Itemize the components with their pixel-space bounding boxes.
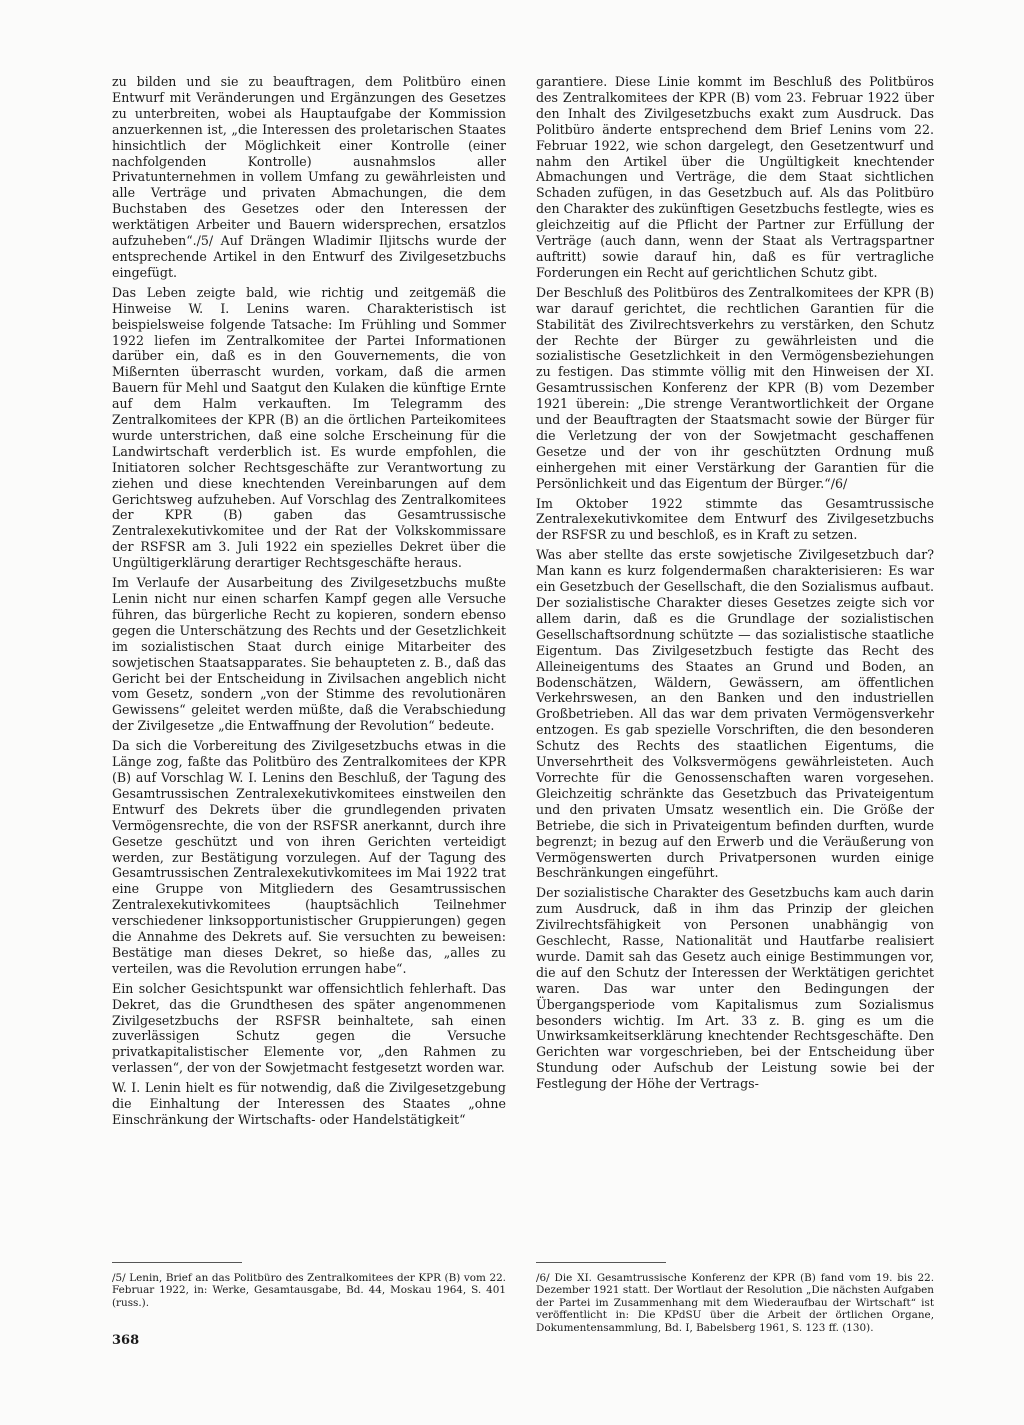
- footnote-divider: [112, 1262, 242, 1263]
- page-number: 368: [112, 1333, 140, 1348]
- paragraph: Was aber stellte das erste sowjetische Zivilgesetzbuch dar? Man kann es kurz folgendermaßen charakterisieren: Es war ein Gesetzbuch der Gesellschaft, die den Sozialismus aufbaut. Der sozialistische Charakter dieses Gesetzes zeigte sich vor allem darin, daß es die Grundlage der sozialistischen Gesellschaftsordnung schützte — das sozialistische staatliche Eigentum. Das Zivilgesetzbuch festigte das Recht des Alleineigentums des Staates an Grund und Boden, an Bodenschätzen, Wäldern, Gewässern, am öffentlichen Verkehrswesen, an den Banken und den industriellen Großbetrieben. All das war dem privaten Vermögensverkehr entzogen. Es gab spezielle Vorschriften, die den besonderen Schutz des Rechts des staatlichen Eigentums, die Unversehrtheit des Volksvermögens gewährleisteten. Auch Vorrechte für die Genossenschaften waren vorgesehen. Gleichzeitig schränkte das Gesetzbuch das Privateigentum und den privaten Umsatz wesentlich ein. Die Größe der Betriebe, die sich in Privateigentum befinden durften, wurde begrenzt; in bezug auf den Erwerb und die Veräußerung von Vermögenswerten durch Privatpersonen wurden einige Beschränkungen eingeführt.: [536, 547, 934, 881]
- footnotes-right: [536, 1272, 934, 1337]
- paragraph: W. I. Lenin hielt es für notwendig, daß die Zivilgesetzgebung die Einhaltung der Interessen des Staates „ohne Einschränkung der Wirtschafts- oder Handelstätigkeit“: [112, 1080, 506, 1127]
- paragraph: Der sozialistische Charakter des Gesetzbuchs kam auch darin zum Ausdruck, daß in ihm das Prinzip der gleichen Zivilrechtsfähigkeit von Personen unabhängig von Geschlecht, Rasse, Nationalität und Hautfarbe realisiert wurde. Damit sah das Gesetz auch einige Bestimmungen vor, die auf den Schutz der Interessen der Werktätigen gerichtet waren. Das war unter den Bedingungen der Übergangsperiode vom Kapitalismus zum Sozialismus besonders wichtig. Im Art. 33 z. B. ging es um die Unwirksamkeitserklärung knechtender Rechtsgeschäfte. Den Gerichten war vorgeschrieben, bei der Entscheidung über Stundung oder Aufschub der Leistung sowie bei der Festlegung der Höhe der Vertrags-: [536, 885, 934, 1092]
- paragraph: Ein solcher Gesichtspunkt war offensichtlich fehlerhaft. Das Dekret, das die Grundthesen des später angenommenen Zivilgesetzbuchs der RSFSR beinhaltete, sah einen zuverlässigen Schutz gegen die Versuche privatkapitalistischer Elemente vor, „den Rahmen zu verlassen“, der von der Sowjetmacht festgesetzt worden war.: [112, 980, 506, 1076]
- paragraph: Der Beschluß des Politbüros des Zentralkomitees der KPR (B) war darauf gerichtet, die rechtlichen Garantien für die Stabilität des Zivilrechtsverkehrs zu verstärken, den Schutz der Rechte der Bürger zu gewährleisten und die sozialistische Gesetzlichkeit in den Vermögensbeziehungen zu festigen. Das stimmte völlig mit den Hinweisen der XI. Gesamtrussischen Konferenz der KPR (B) vom Dezember 1921 überein: „Die strenge Verantwortlichkeit der Organe und der Beauftragten der Staatsmacht sowie der Bürger für die Verletzung der von der Sowjetmacht geschaffenen Gesetze und der von ihr geschützten Ordnung muß einhergehen mit einer Verstärkung der Garantien für die Persönlichkeit und das Eigentum der Bürger.“/6/: [536, 284, 934, 491]
- paragraph: Da sich die Vorbereitung des Zivilgesetzbuchs etwas in die Länge zog, faßte das Politbüro des Zentralkomitees der KPR (B) auf Vorschlag W. I. Lenins den Beschluß, der Tagung des Gesamtrussischen Zentralexekutivkomitees einstweilen den Entwurf des Dekrets über die grundlegenden privaten Vermögensrechte, die von der RSFSR anerkannt, durch ihre Gesetze geschützt und von ihren Gerichten verteidigt werden, zur Bestätigung vorzulegen. Auf der Tagung des Gesamtrussischen Zentralexekutivkomitees im Mai 1922 trat eine Gruppe von Mitgliedern des Gesamtrussischen Zentralexekutivkomitees (hauptsächlich Teilnehmer verschiedener linksopportunistischer Gruppierungen) gegen die Annahme des Dekrets auf. Sie versuchten zu beweisen: Bestätige man dieses Dekret, so hieße das, „alles zu verteilen, was die Revolution errungen habe“.: [112, 738, 506, 976]
- paragraph: garantiere. Diese Linie kommt im Beschluß des Politbüros des Zentralkomitees der KPR (B) vom 23. Februar 1922 über den Inhalt des Zivilgesetzbuchs exakt zum Ausdruck. Das Politbüro änderte entsprechend dem Brief Lenins vom 22. Februar 1922, wie schon dargelegt, den Gesetzentwurf und nahm den Artikel über die Ungültigkeit knechtender Abmachungen und Verträge, die dem Staat sichtlichen Schaden zufügen, in das Gesetzbuch auf. Als das Politbüro den Charakter des zukünftigen Gesetzbuchs festlegte, wies es gleichzeitig auf die Pflicht der Partner zur Erfüllung der Verträge (auch dann, wenn der Staat als Vertragspartner auftritt) sowie darauf hin, daß es für vertragliche Forderungen ein Recht auf gerichtlichen Schutz gibt.: [536, 74, 934, 280]
- paragraph: zu bilden und sie zu beauftragen, dem Politbüro einen Entwurf mit Veränderungen und Ergänzungen des Gesetzes zu unterbreiten, wobei als Hauptaufgabe der Kommission anzuerkennen ist, „die Interessen des proletarischen Staates hinsichtlich der Möglichkeit einer Kontrolle (einer nachfolgenden Kontrolle) ausnahmslos aller Privatunternehmen in vollem Umfang zu gewährleisten und alle Verträge und privaten Abmachungen, die dem Buchstaben des Gesetzes oder den Interessen der werktätigen Arbeiter und Bauern widersprechen, ersatzlos aufzuheben“./5/ Auf Drängen Wladimir Iljitschs wurde der entsprechende Artikel in den Entwurf des Zivilgesetzbuchs eingefügt.: [112, 74, 506, 280]
- footnote: /6/ Die XI. Gesamtrussische Konferenz der KPR (B) fand vom 19. bis 22. Dezember 1921 statt. Der Wortlaut der Resolution „Die nächsten Aufgaben der Partei im Zusammenhang mit dem Wiederaufbau der Wirtschaft“ ist veröffentlicht in: Die KPdSU über die Arbeit der örtlichen Organe, Dokumentensammlung, Bd. I, Babelsberg 1961, S. 123 ff. (130).: [536, 1272, 934, 1334]
- footnotes-left: [112, 1272, 506, 1312]
- right-text-column: [536, 74, 934, 1096]
- left-text-column: [112, 74, 506, 1132]
- paragraph: Im Oktober 1922 stimmte das Gesamtrussische Zentralexekutivkomitee dem Entwurf des Zivilgesetzbuchs der RSFSR zu und beschloß, es in Kraft zu setzen.: [536, 495, 934, 543]
- paragraph: Im Verlaufe der Ausarbeitung des Zivilgesetzbuchs mußte Lenin nicht nur einen scharfen Kampf gegen alle Versuche führen, das bürgerliche Recht zu kopieren, sondern ebenso gegen die Unterschätzung des Rechts und der Gesetzlichkeit im sozialistischen Staat durch einige Mitarbeiter des sowjetischen Staatsapparates. Sie behaupteten z. B., daß das Gericht bei der Entscheidung in Zivilsachen angeblich nicht vom Gesetz, sondern „von der Stimme des revolutionären Gewissens“ geleitet werden müßte, daß die Verabschiedung der Zivilgesetze „die Entwaffnung der Revolution“ bedeute.: [112, 575, 506, 734]
- paragraph: Das Leben zeigte bald, wie richtig und zeitgemäß die Hinweise W. I. Lenins waren. Charakteristisch ist beispielsweise folgende Tatsache: Im Frühling und Sommer 1922 liefen im Zentralkomitee der Partei Informationen darüber ein, daß es in den Gouvernements, die von Mißernten überrascht wurden, vorkam, daß die armen Bauern für Mehl und Saatgut den Kulaken die künftige Ernte auf dem Halm verkauften. Im Telegramm des Zentralkomitees der KPR (B) an die örtlichen Parteikomitees wurde unterstrichen, daß eine solche Erscheinung für die Landwirtschaft verderblich ist. Es wurde empfohlen, die Initiatoren solcher Rechtsgeschäfte zur Verantwortung zu ziehen und diese knechtenden Vereinbarungen auf dem Gerichtsweg aufzuheben. Auf Vorschlag des Zentralkomitees der KPR (B) gaben das Gesamtrussische Zentralexekutivkomitee und der Rat der Volkskommissare der RSFSR am 3. Juli 1922 ein spezielles Dekret über die Ungültigerklärung derartiger Rechtsgeschäfte heraus.: [112, 284, 506, 571]
- footnote-divider: [536, 1262, 666, 1263]
- footnote: /5/ Lenin, Brief an das Politbüro des Zentralkomitees der KPR (B) vom 22. Februar 1922, in: Werke, Gesamtausgabe, Bd. 44, Moskau 1964, S. 401 (russ.).: [112, 1272, 506, 1309]
